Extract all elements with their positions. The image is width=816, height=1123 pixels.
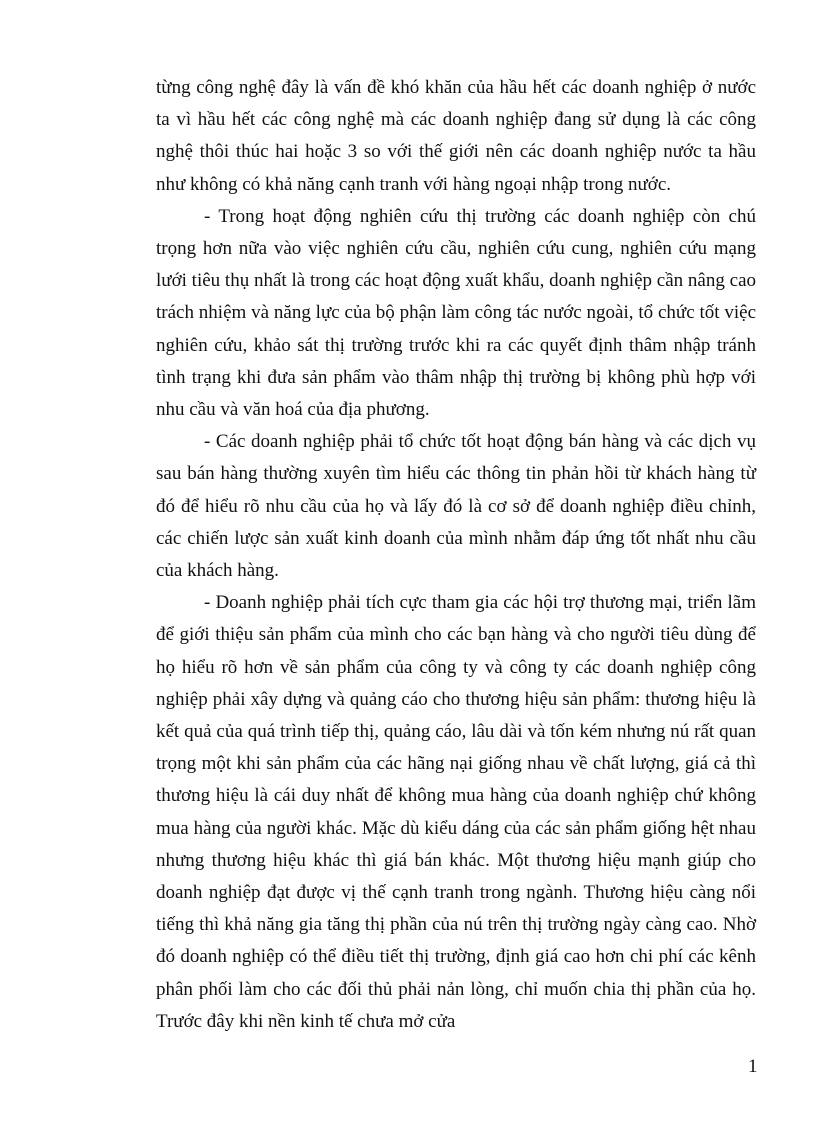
page-number: 1 — [748, 1056, 758, 1077]
paragraph-trade-fairs-branding: - Doanh nghiệp phải tích cực tham gia các hội trợ thương mại, triển lãm để giới thiệu sản phẩm của mình cho các bạn hàng và cho người tiêu dùng để họ hiểu rõ hơn về sản phẩm của công ty và công ty các doanh nghiệp công nghiệp phải xây dựng và quảng cáo cho thương hiệu sản phẩm: thương hiệu là kết quả của quá trình tiếp thị, quảng cáo, lâu dài và tốn kém nhưng nú rất quan trọng một khi sản phẩm của các hãng nại giống nhau về chất lượng, giá cả thì thương hiệu là cái duy nhất để không mua hàng của doanh nghiệp chứ không mua hàng của người khác. Mặc dù kiểu dáng của các sản phẩm giống hệt nhau nhưng thương hiệu khác thì giá bán khác. Một thương hiệu mạnh giúp cho doanh nghiệp đạt được vị thế cạnh tranh trong ngành. Thương hiệu càng nổi tiếng thì khả năng gia tăng thị phần của nú trên thị trường ngày càng cao. Nhờ đó doanh nghiệp có thể điều tiết thị trường, định giá cao hơn chi phí các kênh phân phối làm cho các đối thủ phải nản lòng, chỉ muốn chia thị phần của họ. Trước đây khi nền kinh tế chưa mở cửa — [156, 592, 756, 1032]
paragraph-continuation: từng công nghệ đây là vấn đề khó khăn của hầu hết các doanh nghiệp ở nước ta vì hầu hết các công nghệ mà các doanh nghiệp đang sử dụng là các công nghệ thôi thúc hai hoặc 3 so với thế giới nên các doanh nghiệp nước ta hầu như không có khả năng cạnh tranh với hàng ngoại nhập trong nước. — [156, 77, 756, 195]
paragraph-sales-service: - Các doanh nghiệp phải tổ chức tốt hoạt động bán hàng và các dịch vụ sau bán hàng thường xuyên tìm hiểu các thông tin phản hồi từ khách hàng từ đó để hiểu rõ nhu cầu của họ và lấy đó là cơ sở để doanh nghiệp điều chỉnh, các chiến lược sản xuất kinh doanh của mình nhằm đáp ứng tốt nhất nhu cầu của khách hàng. — [156, 431, 756, 582]
paragraph-market-research: - Trong hoạt động nghiên cứu thị trường các doanh nghiệp còn chú trọng hơn nữa vào việc nghiên cứu cầu, nghiên cứu cung, nghiên cứu mạng lưới tiêu thụ nhất là trong các hoạt động xuất khẩu, doanh nghiệp cần nâng cao trách nhiệm và năng lực của bộ phận làm công tác nước ngoài, tổ chức tốt việc nghiên cứu, khảo sát thị trường trước khi ra các quyết định thâm nhập tránh tình trạng khi đưa sản phẩm vào thâm nhập thị trường bị không phù hợp với nhu cầu và văn hoá của địa phương. — [156, 205, 756, 421]
document-body — [156, 72, 756, 1038]
